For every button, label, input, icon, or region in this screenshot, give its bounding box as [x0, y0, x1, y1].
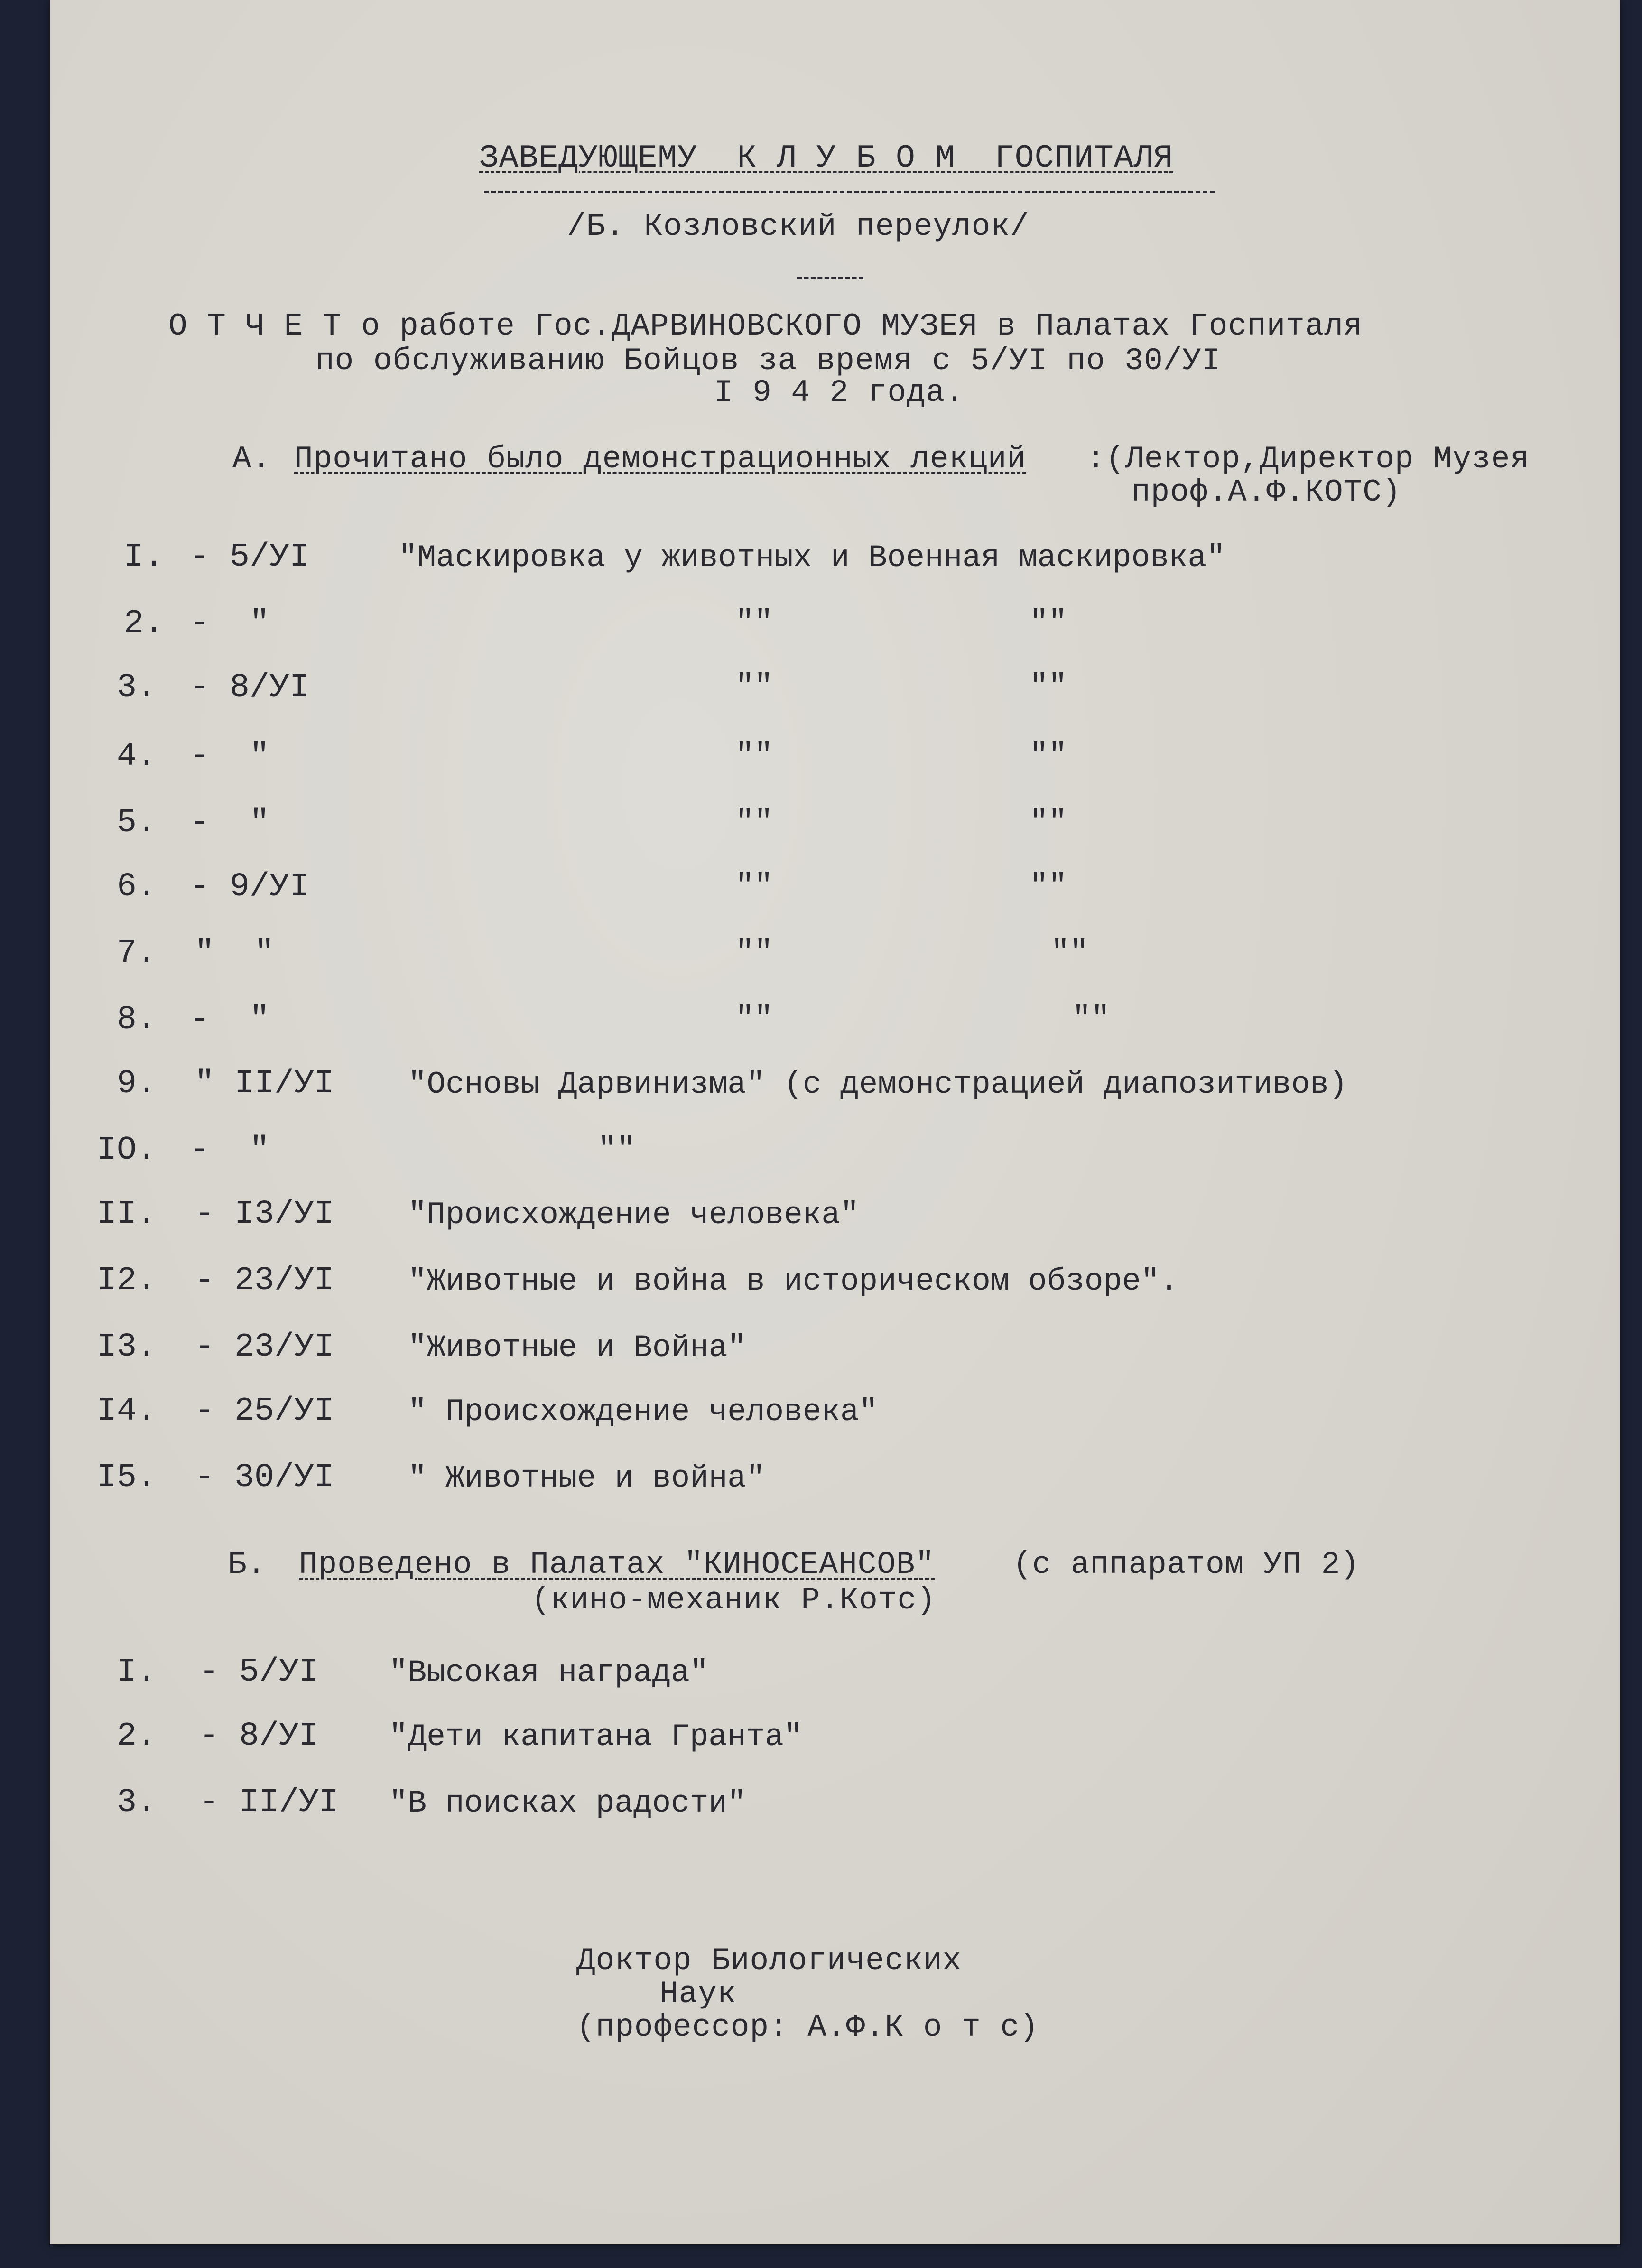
- lecture-date: - 23/УI: [195, 1329, 334, 1366]
- header-dashed-rule: [484, 191, 1215, 193]
- report-title-line2: по обслуживанию Бойцов за время с 5/УI по 30/УI: [315, 343, 1221, 379]
- lecture-date: " ": [195, 935, 275, 972]
- section-a-note-line1: :(Лектор,Директор Музея: [1086, 441, 1530, 477]
- ditto-mark: "": [735, 804, 773, 840]
- ditto-mark: "": [1051, 935, 1089, 970]
- lecture-title: "Животные и Война": [408, 1330, 746, 1366]
- lecture-title: "Происхождение человека": [408, 1197, 859, 1233]
- film-title: "В поисках радости": [389, 1785, 746, 1821]
- film-date: - 5/УI: [199, 1654, 319, 1691]
- ditto-mark: "": [735, 868, 773, 904]
- section-a-heading: Прочитано было демонстрационных лекций: [294, 441, 1027, 477]
- ditto-mark: "": [735, 738, 773, 773]
- lecture-date: - I3/УI: [195, 1196, 334, 1233]
- ditto-mark: "": [735, 669, 773, 705]
- lecture-number: 4.: [116, 738, 157, 775]
- lecture-date: - ": [190, 1132, 270, 1169]
- lecture-number: I4.: [96, 1393, 157, 1430]
- section-a-letter: А.: [232, 441, 271, 477]
- film-title: "Дети капитана Гранта": [389, 1719, 803, 1755]
- lecture-date: - 30/УI: [195, 1459, 334, 1497]
- report-title-line3: I 9 4 2 года.: [714, 375, 965, 410]
- lecture-title: "Маскировка у животных и Военная маскировка": [399, 540, 1225, 576]
- lecture-title: "Животные и война в историческом обзоре".: [408, 1264, 1178, 1299]
- lecture-date: - 9/УI: [190, 868, 310, 906]
- addressee: ЗАВЕДУЮЩЕМУ К Л У Б О М ГОСПИТАЛЯ: [479, 140, 1174, 177]
- lecture-number: 5.: [116, 804, 157, 842]
- section-b-note-line2: (кино-механик Р.Котс): [531, 1582, 936, 1618]
- ditto-mark: "": [1030, 605, 1067, 641]
- lecture-date: - ": [190, 738, 270, 775]
- signature-line2: Наук: [659, 1976, 737, 2012]
- lecture-date: " II/УI: [195, 1065, 334, 1103]
- ditto-mark: "": [735, 605, 773, 641]
- ditto-mark: "": [1072, 1001, 1110, 1037]
- ditto-mark: "": [735, 1001, 773, 1037]
- lecture-title: " Происхождение человека": [408, 1394, 878, 1430]
- film-title: "Высокая награда": [389, 1655, 709, 1691]
- lecture-number: 2.: [123, 605, 164, 642]
- lecture-date: - 8/УI: [190, 669, 310, 706]
- lecture-number: 8.: [116, 1001, 157, 1039]
- short-dashed-rule: [797, 277, 863, 279]
- lecture-date: - ": [190, 1001, 270, 1039]
- ditto-mark: "": [735, 935, 773, 970]
- film-number: I.: [116, 1654, 157, 1691]
- lecture-date: - ": [190, 804, 270, 842]
- address: /Б. Козловский переулок/: [567, 209, 1030, 244]
- lecture-number: I.: [123, 539, 164, 576]
- report-title-line1: О Т Ч Е Т о работе Гос.ДАРВИНОВСКОГО МУЗЕЯ в Палатах Госпиталя: [168, 308, 1363, 344]
- lecture-title: "Основы Дарвинизма" (с демонстрацией диапозитивов): [408, 1067, 1348, 1102]
- lecture-title: " Животные и война": [408, 1460, 765, 1496]
- signature-line1: Доктор Биологических: [576, 1943, 962, 1979]
- ditto-mark: "": [1030, 738, 1067, 773]
- lecture-date: - 25/УI: [195, 1393, 334, 1430]
- section-a-note-line2: проф.А.Ф.КОТС): [1132, 474, 1401, 510]
- lecture-number: IO.: [96, 1132, 157, 1169]
- section-b-note-line1: (с аппаратом УП 2): [1013, 1547, 1360, 1582]
- lecture-date: - ": [190, 605, 270, 642]
- lecture-date: - 5/УI: [190, 539, 310, 576]
- lecture-date: - 23/УI: [195, 1262, 334, 1300]
- film-date: - 8/УI: [199, 1718, 319, 1755]
- film-number: 3.: [116, 1784, 157, 1822]
- lecture-number: 9.: [116, 1065, 157, 1103]
- lecture-number: II.: [96, 1196, 157, 1233]
- lecture-number: I2.: [96, 1262, 157, 1300]
- film-date: - II/УI: [199, 1784, 339, 1822]
- ditto-mark: "": [598, 1132, 636, 1167]
- lecture-number: 7.: [116, 935, 157, 972]
- section-b-heading: Проведено в Палатах "КИНОСЕАНСОВ": [299, 1547, 935, 1582]
- ditto-mark: "": [1030, 669, 1067, 705]
- signature-line3: (профессор: А.Ф.К о т с): [576, 2009, 1039, 2045]
- ditto-mark: "": [1030, 804, 1067, 840]
- lecture-number: I3.: [96, 1329, 157, 1366]
- lecture-number: 3.: [116, 669, 157, 706]
- ditto-mark: "": [1030, 868, 1067, 904]
- lecture-number: 6.: [116, 868, 157, 906]
- section-b-letter: Б.: [228, 1547, 267, 1582]
- lecture-number: I5.: [96, 1459, 157, 1497]
- film-number: 2.: [116, 1718, 157, 1755]
